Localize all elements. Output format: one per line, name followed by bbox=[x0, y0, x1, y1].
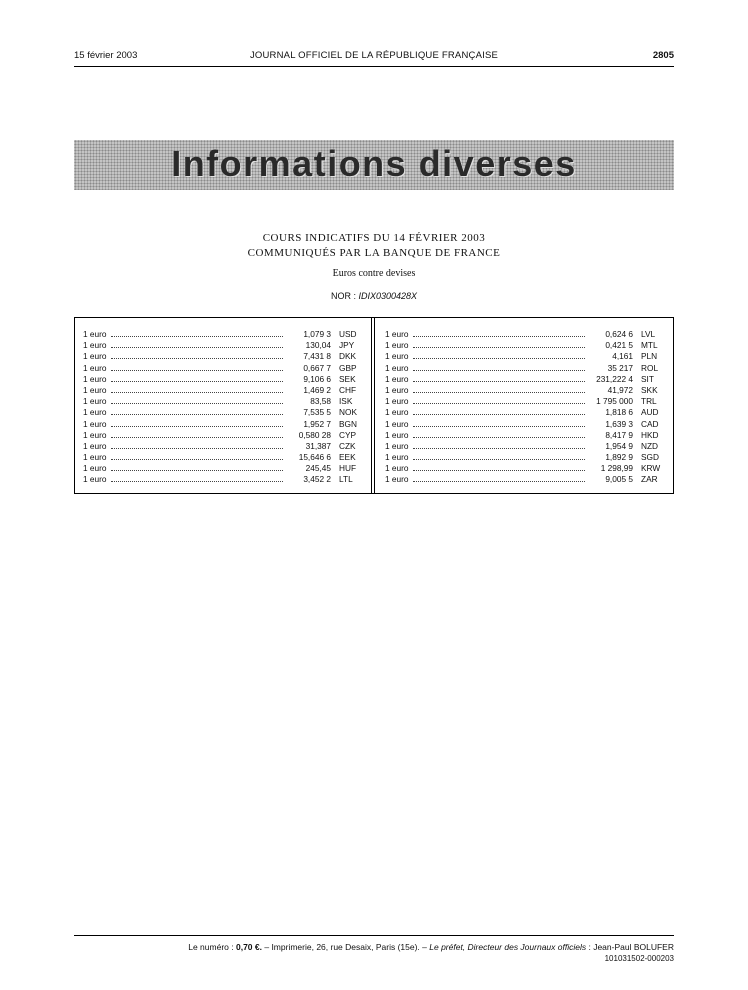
rate-label: 1 euro bbox=[385, 463, 409, 474]
dot-leader bbox=[111, 426, 283, 427]
currency-code: CYP bbox=[339, 429, 357, 440]
rate-value: 1,469 2 bbox=[303, 384, 331, 395]
currency-code: PLN bbox=[641, 351, 658, 362]
rate-row bbox=[385, 396, 667, 407]
rate-row bbox=[385, 419, 667, 430]
rate-value: 3,452 2 bbox=[303, 474, 331, 485]
nor-label: NOR : bbox=[330, 291, 356, 301]
dot-leader bbox=[111, 414, 283, 415]
currency-code: ROL bbox=[641, 362, 659, 373]
rate-row bbox=[385, 452, 667, 463]
rate-label: 1 euro bbox=[385, 407, 409, 418]
currency-code: KRW bbox=[641, 463, 661, 474]
header-date: 15 février 2003 bbox=[74, 50, 138, 61]
footer-price-label: Le numéro : bbox=[188, 942, 234, 952]
rate-value: 7,431 8 bbox=[303, 351, 331, 362]
header-page-number: 2805 bbox=[652, 50, 674, 61]
rate-row bbox=[83, 463, 365, 474]
dot-leader bbox=[413, 414, 585, 415]
currency-code: SGD bbox=[641, 452, 659, 463]
dot-leader bbox=[111, 336, 283, 337]
rate-row bbox=[83, 441, 365, 452]
dot-leader bbox=[111, 370, 283, 371]
rate-label: 1 euro bbox=[83, 429, 107, 440]
rate-label: 1 euro bbox=[83, 463, 107, 474]
rate-label: 1 euro bbox=[83, 440, 107, 451]
rate-value: 8,417 9 bbox=[605, 429, 633, 440]
column-divider bbox=[371, 318, 372, 493]
dot-leader bbox=[413, 481, 585, 482]
rate-value: 130,04 bbox=[305, 340, 331, 351]
rate-row bbox=[385, 351, 667, 362]
notice-title-line1: COURS INDICATIFS DU 14 FÉVRIER 2003 bbox=[262, 232, 486, 244]
currency-code: ZAR bbox=[641, 474, 658, 485]
rate-label: 1 euro bbox=[385, 384, 409, 395]
dot-leader bbox=[413, 426, 585, 427]
rate-value: 0,421 5 bbox=[605, 340, 633, 351]
rate-row bbox=[83, 396, 365, 407]
dot-leader bbox=[111, 448, 283, 449]
rate-label: 1 euro bbox=[83, 474, 107, 485]
currency-code: GBP bbox=[339, 362, 357, 373]
currency-code: SEK bbox=[339, 373, 356, 384]
rate-row bbox=[83, 407, 365, 418]
rate-label: 1 euro bbox=[83, 384, 107, 395]
dot-leader bbox=[111, 459, 283, 460]
rate-label: 1 euro bbox=[385, 373, 409, 384]
rate-label: 1 euro bbox=[83, 340, 107, 351]
rate-label: 1 euro bbox=[83, 362, 107, 373]
rate-label: 1 euro bbox=[385, 474, 409, 485]
section-banner bbox=[74, 140, 674, 190]
dot-leader bbox=[413, 370, 585, 371]
dot-leader bbox=[111, 392, 283, 393]
currency-code: DKK bbox=[339, 351, 357, 362]
dot-leader bbox=[413, 470, 585, 471]
rate-row bbox=[83, 374, 365, 385]
rate-row bbox=[83, 351, 365, 362]
dot-leader bbox=[413, 392, 585, 393]
rate-row bbox=[83, 385, 365, 396]
footer-price-value: 0,70 €. bbox=[235, 942, 262, 952]
rate-value: 1 795 000 bbox=[596, 396, 633, 407]
rate-row bbox=[385, 385, 667, 396]
rate-row bbox=[83, 452, 365, 463]
rate-value: 1,818 6 bbox=[605, 407, 633, 418]
dot-leader bbox=[111, 437, 283, 438]
exchange-rates-table bbox=[74, 317, 674, 494]
rate-label: 1 euro bbox=[385, 396, 409, 407]
rate-value: 0,667 7 bbox=[303, 362, 331, 373]
currency-code: CAD bbox=[641, 418, 659, 429]
rate-row bbox=[385, 430, 667, 441]
currency-code: TRL bbox=[641, 396, 657, 407]
rate-row bbox=[385, 407, 667, 418]
rate-value: 7,535 5 bbox=[303, 407, 331, 418]
dot-leader bbox=[413, 403, 585, 404]
rate-value: 231,222 4 bbox=[596, 373, 633, 384]
currency-code: SIT bbox=[641, 373, 654, 384]
rates-column-right bbox=[385, 329, 667, 486]
footer-printer: – Imprimerie, 26, rue Desaix, Paris (15e). – bbox=[264, 942, 427, 952]
column-divider bbox=[374, 318, 375, 493]
dot-leader bbox=[111, 358, 283, 359]
rate-value: 0,580 28 bbox=[298, 429, 331, 440]
dot-leader bbox=[111, 403, 283, 404]
currency-code: HKD bbox=[641, 429, 659, 440]
currency-code: JPY bbox=[339, 340, 355, 351]
footer-director: : Jean-Paul BOLUFER bbox=[588, 942, 674, 952]
dot-leader bbox=[413, 437, 585, 438]
page-header bbox=[74, 50, 674, 66]
rate-value: 9,005 5 bbox=[605, 474, 633, 485]
nor-reference bbox=[74, 291, 674, 301]
rate-value: 31,387 bbox=[305, 440, 331, 451]
rate-value: 1,892 9 bbox=[605, 452, 633, 463]
rate-label: 1 euro bbox=[83, 329, 107, 339]
rate-label: 1 euro bbox=[385, 418, 409, 429]
currency-code: ISK bbox=[339, 396, 353, 407]
rate-row bbox=[385, 340, 667, 351]
currency-code: BGN bbox=[339, 418, 357, 429]
rate-label: 1 euro bbox=[385, 329, 409, 339]
dot-leader bbox=[413, 459, 585, 460]
nor-value: IDIX0300428X bbox=[358, 291, 418, 301]
dot-leader bbox=[111, 347, 283, 348]
banner-title: Informations diverses bbox=[171, 143, 577, 184]
rate-label: 1 euro bbox=[83, 373, 107, 384]
footer-imprint bbox=[188, 942, 674, 952]
dot-leader bbox=[413, 358, 585, 359]
currency-code: LTL bbox=[339, 474, 353, 485]
rate-value: 9,106 6 bbox=[303, 373, 331, 384]
rate-label: 1 euro bbox=[83, 418, 107, 429]
rate-value: 1,079 3 bbox=[303, 329, 331, 339]
rate-value: 1 298,99 bbox=[600, 463, 633, 474]
rate-value: 41,972 bbox=[607, 384, 633, 395]
rate-row bbox=[83, 419, 365, 430]
currency-code: AUD bbox=[641, 407, 659, 418]
rate-row bbox=[385, 329, 667, 340]
rate-value: 245,45 bbox=[305, 463, 331, 474]
currency-code: CZK bbox=[339, 440, 356, 451]
header-journal-title: JOURNAL OFFICIEL DE LA RÉPUBLIQUE FRANÇAISE bbox=[249, 50, 499, 61]
header-rule bbox=[74, 66, 674, 67]
currency-code: CHF bbox=[339, 384, 357, 395]
rate-value: 15,646 6 bbox=[298, 452, 331, 463]
currency-code: EEK bbox=[339, 452, 356, 463]
dot-leader bbox=[111, 381, 283, 382]
footer-reference: 101031502-000203 bbox=[604, 954, 674, 963]
rate-row bbox=[385, 474, 667, 485]
rate-label: 1 euro bbox=[83, 452, 107, 463]
footer-rule bbox=[74, 935, 674, 936]
currency-code: MTL bbox=[641, 340, 658, 351]
rate-row bbox=[83, 363, 365, 374]
footer-prefect: Le préfet, Directeur des Journaux officiels bbox=[429, 942, 587, 952]
dot-leader bbox=[413, 448, 585, 449]
rate-label: 1 euro bbox=[83, 351, 107, 362]
rate-value: 1,952 7 bbox=[303, 418, 331, 429]
notice-subtitle: Euros contre devises bbox=[332, 268, 416, 279]
rate-label: 1 euro bbox=[83, 407, 107, 418]
currency-code: HUF bbox=[339, 463, 357, 474]
dot-leader bbox=[413, 347, 585, 348]
rate-row bbox=[83, 430, 365, 441]
rate-row bbox=[83, 474, 365, 485]
rate-row bbox=[385, 363, 667, 374]
rate-row bbox=[385, 374, 667, 385]
rate-label: 1 euro bbox=[385, 429, 409, 440]
rate-row bbox=[385, 463, 667, 474]
rate-label: 1 euro bbox=[385, 452, 409, 463]
currency-code: NZD bbox=[641, 440, 659, 451]
rate-label: 1 euro bbox=[385, 351, 409, 362]
rate-label: 1 euro bbox=[385, 440, 409, 451]
rate-row bbox=[385, 441, 667, 452]
currency-code: SKK bbox=[641, 384, 658, 395]
rate-label: 1 euro bbox=[83, 396, 107, 407]
rate-value: 4,161 bbox=[612, 351, 633, 362]
dot-leader bbox=[111, 470, 283, 471]
rates-column-left bbox=[83, 329, 365, 486]
rate-row bbox=[83, 340, 365, 351]
currency-code: NOK bbox=[339, 407, 357, 418]
dot-leader bbox=[111, 481, 283, 482]
dot-leader bbox=[413, 336, 585, 337]
dot-leader bbox=[413, 381, 585, 382]
notice-title-line2: COMMUNIQUÉS PAR LA BANQUE DE FRANCE bbox=[247, 247, 501, 259]
rate-value: 0,624 6 bbox=[605, 329, 633, 339]
rate-label: 1 euro bbox=[385, 340, 409, 351]
rate-value: 1,954 9 bbox=[605, 440, 633, 451]
rate-value: 35 217 bbox=[607, 362, 633, 373]
currency-code: LVL bbox=[641, 329, 656, 339]
rate-label: 1 euro bbox=[385, 362, 409, 373]
rate-row bbox=[83, 329, 365, 340]
currency-code: USD bbox=[339, 329, 357, 339]
rate-value: 83,58 bbox=[310, 396, 331, 407]
rate-value: 1,639 3 bbox=[605, 418, 633, 429]
